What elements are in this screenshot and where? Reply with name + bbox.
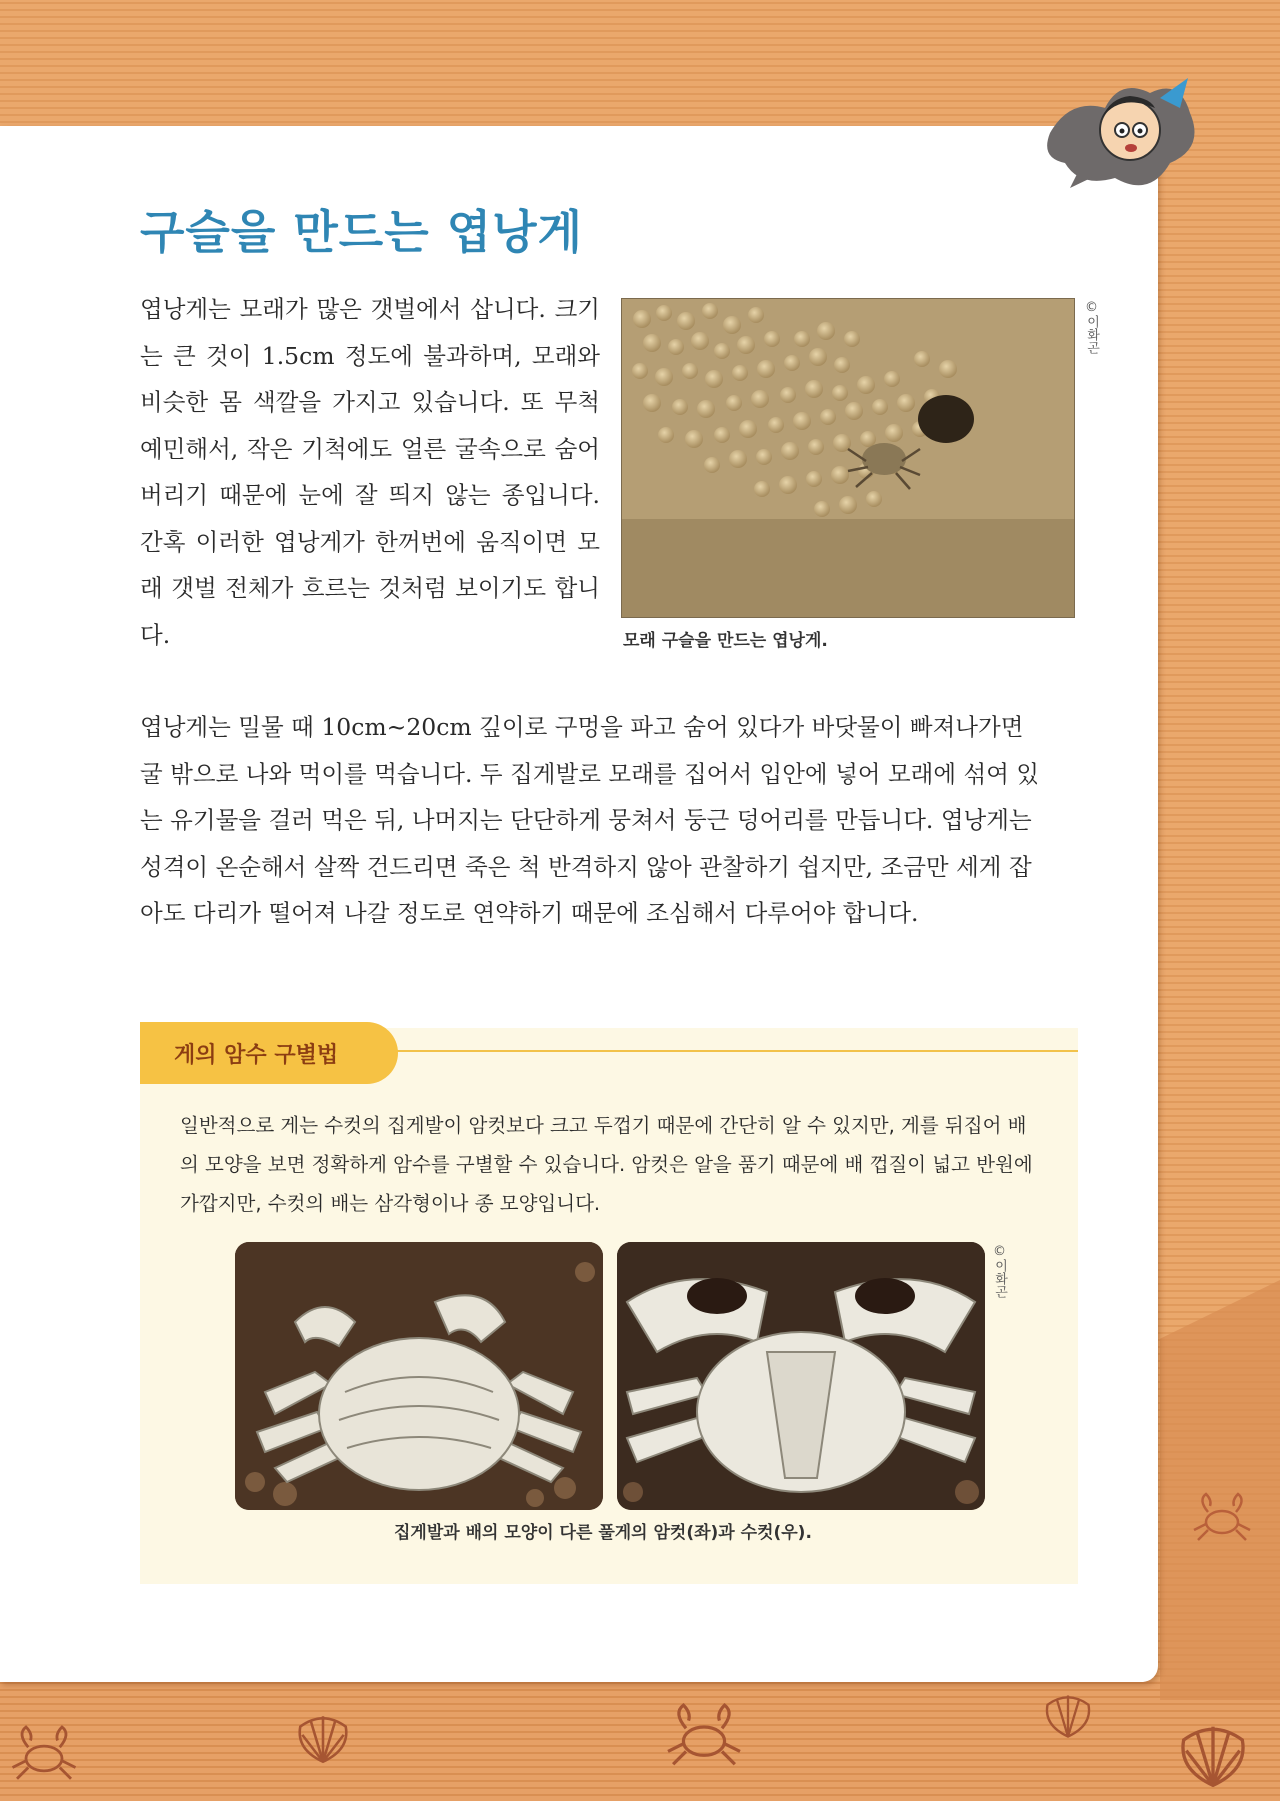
- crab-icon: [8, 1722, 80, 1786]
- crab-icon: [662, 1700, 746, 1772]
- cartoon-boy-icon: [1030, 38, 1210, 218]
- article-title: 구슬을 만드는 엽낭게: [140, 205, 583, 259]
- shell-icon: [292, 1708, 354, 1770]
- female-crab-photo: [235, 1242, 603, 1510]
- main-paragraph: 엽낭게는 밀물 때 10cm~20cm 깊이로 구멍을 파고 숨어 있다가 바닷물이 빠져나가면 굴 밖으로 나와 먹이를 먹습니다. 두 집게발로 모래를 집어서 입안에 넣어 모래에 섞여 있는 유기물을 걸러 먹은 뒤, 나머지는 단단하게 뭉쳐서 둥근 덩어리를 만듭니다. 엽낭게는 성격이 온순해서 살짝 건드리면 죽은 척 반격하지 않아 관찰하기 쉽지만, 조금만 세게 잡아도 다리가 떨어져 나갈 정도로 연약하기 때문에 조심해서 다루어야 합니다.: [140, 713, 1040, 927]
- sand-photo-caption: 모래 구슬을 만드는 엽낭게.: [623, 631, 828, 651]
- shell-icon: [1172, 1716, 1254, 1796]
- sidebar-title: 게의 암수 구별법: [174, 1043, 339, 1068]
- sidebar-paragraph: 일반적으로 게는 수컷의 집게발이 암컷보다 크고 두껍기 때문에 간단히 알 수 있지만, 게를 뒤집어 배의 모양을 보면 정확하게 암수를 구별할 수 있습니다. 암컷은 알을 품기 때문에 배 껍질이 넓고 반원에 가깝지만, 수컷의 배는 삼각형이나 종 모양입니다.: [180, 1114, 1033, 1215]
- shell-icon: [1040, 1688, 1096, 1744]
- crab-icon: [1190, 1490, 1254, 1546]
- crab-photo-credit: ©이화곤: [992, 1244, 1007, 1298]
- sand-ball-crab-photo: [621, 298, 1075, 618]
- male-crab-photo: [617, 1242, 985, 1510]
- intro-paragraph: 엽낭게는 모래가 많은 갯벌에서 삽니다. 크기는 큰 것이 1.5cm 정도에 불과하며, 모래와 비슷한 몸 색깔을 가지고 있습니다. 또 무척 예민해서, 작은 기척에도 얼른 굴속으로 숨어 버리기 때문에 눈에 잘 띄지 않는 종입니다. 간혹 이러한 엽낭게가 한꺼번에 움직이면 모래 갯벌 전체가 흐르는 것처럼 보이기도 합니다.: [140, 295, 600, 649]
- crab-photos-caption: 집게발과 배의 모양이 다른 풀게의 암컷(좌)과 수컷(우).: [394, 1523, 812, 1543]
- sand-photo-credit: ©이화곤: [1084, 300, 1099, 354]
- sidebar-divider: [380, 1050, 1078, 1052]
